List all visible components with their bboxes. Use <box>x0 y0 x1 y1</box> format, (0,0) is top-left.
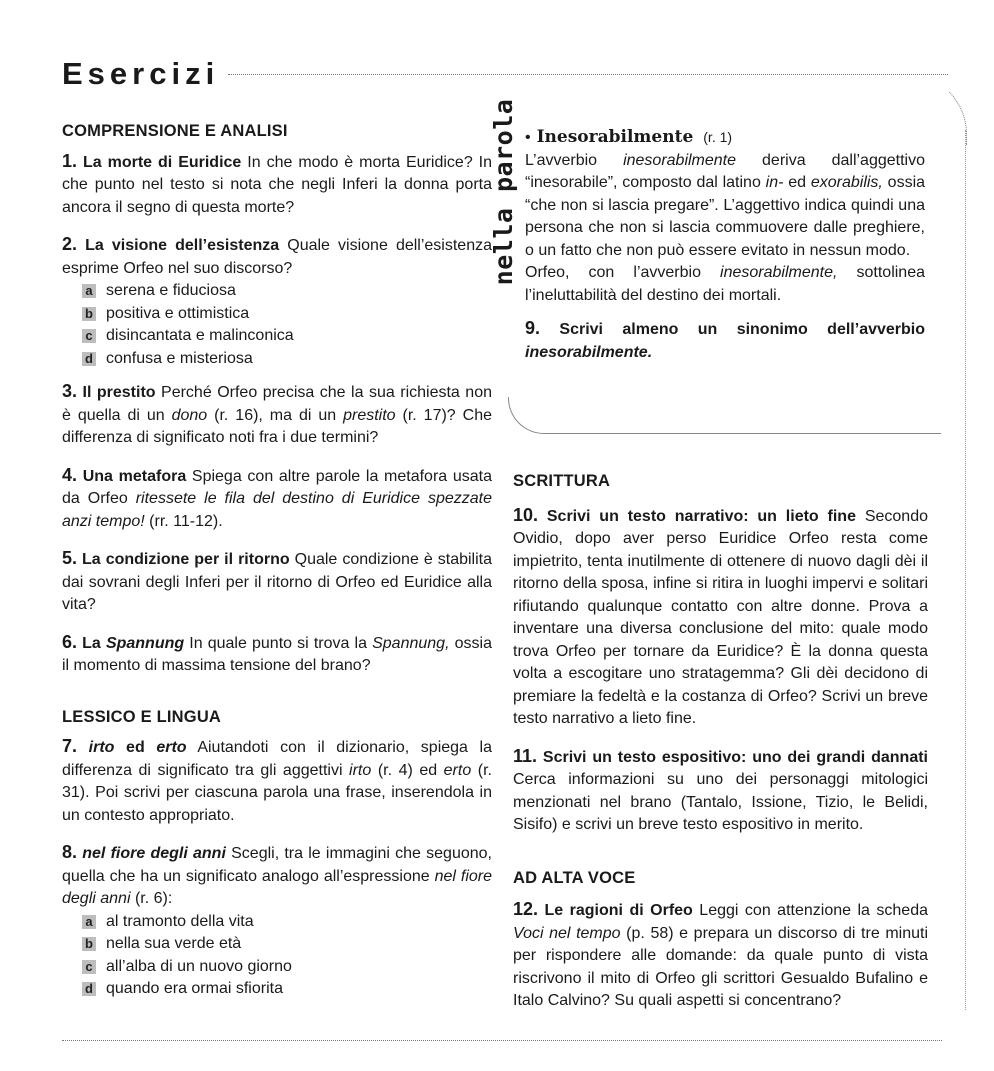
exercise-2-options <box>62 280 492 370</box>
box-term: Inesorabilmente <box>536 127 694 147</box>
option <box>62 325 492 348</box>
option-text: nella sua verde età <box>106 935 242 952</box>
option-letter: d <box>82 352 96 366</box>
exercise-text-bold-italic: inesorabilmente. <box>525 343 653 361</box>
exercise-2 <box>62 233 492 280</box>
exercise-3 <box>62 380 492 450</box>
option-letter: a <box>82 284 96 298</box>
exercise-number: 3. <box>62 381 78 401</box>
option <box>62 280 492 303</box>
option-text: confusa e misteriosa <box>106 349 253 367</box>
exercise-text: (rr. 11-12). <box>144 512 223 530</box>
exercise-number: 2. <box>62 234 78 254</box>
exercise-text: Spiega con altre parole la metafora usata da Orfeo <box>62 467 493 507</box>
exercise-number: 7. <box>62 736 78 756</box>
title-part-italic: erto <box>156 739 187 756</box>
exercise-title: Scrivi un testo espositivo: uno dei grandi dannati <box>542 748 929 766</box>
exercise-title <box>82 635 184 652</box>
exercise-5 <box>62 547 492 617</box>
exercise-6 <box>62 631 492 678</box>
exercise-text: Quale condizione è stabilita dai sovrani degli Inferi per il ritorno di Orfeo ed Euridice alla vita? <box>62 551 492 613</box>
exercise-title: La morte di Euridice <box>82 153 242 171</box>
page-title: Esercizi <box>62 56 220 91</box>
box-text: ed <box>783 174 811 191</box>
exercise-8-options <box>62 911 492 1001</box>
title-part: ed <box>114 739 157 756</box>
exercise-text-italic: Voci nel tempo <box>513 924 621 942</box>
exercise-text: (r. 17)? Che differenza di significato noti fra i due termini? <box>62 406 492 446</box>
title-part: La <box>82 634 106 652</box>
exercise-4 <box>62 464 492 534</box>
exercise-text: (p. 58) e prepara un discorso di tre minuti per rispondere alle domande: da quale punto di vista riscrivono il mito di Orfeo gli scrittori Gesualdo Bufalino e Italo Calvino? Su quali aspetti si concentrano? <box>513 924 928 1009</box>
option <box>62 956 492 979</box>
vertical-label-text: nella parola <box>488 98 518 286</box>
box-text-italic: inesorabilmente <box>623 151 737 169</box>
bottom-dotted-rule <box>62 1040 942 1041</box>
section-lessico: LESSICO E LINGUA <box>62 707 222 726</box>
exercise-text-bold: Scrivi almeno un sinonimo dell’avverbio <box>559 321 926 338</box>
word-focus-box <box>490 112 940 432</box>
exercise-number: 6. <box>62 631 78 652</box>
exercise-text: Quale visione dell’esistenza esprime Orfeo nel suo discorso? <box>62 237 492 277</box>
option-text: positiva e ottimistica <box>106 304 250 322</box>
option-text: all’alba di un nuovo giorno <box>106 957 292 975</box>
option <box>62 911 492 934</box>
exercise-text: (r. 31). Poi scrivi per ciascuna parola una frase, inserendola in un contesto appropriato. <box>62 761 492 824</box>
nella-parola-label <box>488 98 520 286</box>
box-term-line <box>525 126 925 150</box>
exercise-text-italic: ritessete le fila del destino di Euridice spezzate anzi tempo! <box>62 490 493 530</box>
box-paragraph-1 <box>525 150 925 263</box>
exercise-text-italic: dono <box>171 406 208 424</box>
exercise-text: (r. 4) ed <box>371 761 444 779</box>
exercise-11 <box>513 745 928 837</box>
title-dotted-rule <box>228 74 948 75</box>
exercise-1 <box>62 150 492 220</box>
option-letter: b <box>82 937 96 951</box>
title-part-italic: Spannung <box>105 634 185 652</box>
section-scrittura: SCRITTURA <box>513 472 611 490</box>
title-part-italic: irto <box>88 739 115 756</box>
left-column <box>62 120 492 1001</box>
exercise-text: Leggi con attenzione la scheda <box>692 902 929 919</box>
box-text: sottolinea l’ineluttabilità del destino dei mortali. <box>525 264 925 304</box>
exercise-number: 12. <box>513 899 539 919</box>
exercise-title <box>89 739 187 756</box>
exercise-text-italic: prestito <box>343 406 396 424</box>
box-border <box>508 397 941 434</box>
option <box>62 978 492 1001</box>
exercise-text: Scegli, tra le immagini che seguono, quella che ha un significato analogo all’espressione <box>62 845 492 885</box>
option-letter: d <box>82 982 96 996</box>
exercise-text: In quale punto si trova la <box>184 634 373 652</box>
exercise-title: Una metafora <box>82 467 187 485</box>
option-text: disincantata e malinconica <box>106 327 294 344</box>
exercise-title: Le ragioni di Orfeo <box>544 902 693 919</box>
exercise-number: 5. <box>62 548 78 568</box>
exercise-number: 10. <box>513 504 539 525</box>
option <box>62 303 492 326</box>
exercise-text: Perché Orfeo precisa che la sua richiesta non è quella di un <box>62 384 492 424</box>
exercise-10 <box>513 504 928 731</box>
exercise-title: Il prestito <box>82 384 156 401</box>
exercise-text: In che modo è morta Euridice? In che punto nel testo si nota che negli Inferi la donna porta ancora il segno di questa morte? <box>62 153 493 216</box>
option-letter: c <box>82 329 96 343</box>
box-text: L’avverbio <box>525 151 624 169</box>
bullet-icon: • <box>525 129 531 146</box>
exercise-number: 4. <box>62 464 78 485</box>
exercise-12 <box>513 898 928 1013</box>
exercise-text: Secondo Ovidio, dopo aver perso Euridice Orfeo resta come impietrito, tenta inutilmente di ottenere di nuovo dagli dèi il ritorno della sposa, infine si ritira in luoghi impervi e solitari rifiutando qualunque contatto con altre donne. Prova a inventare una diversa conclusione del mito: quale modo trova Orfeo per tornare da Euridice? È la donna questa volta a escogitare uno stratagemma? Gli dèi decidono di premiare la fedeltà e la costanza di Orfeo? Scrivi un breve testo narrativo a lieto fine. <box>513 507 928 727</box>
box-text-italic: exorabilis, <box>810 174 883 191</box>
exercise-text-italic: nel fiore degli anni <box>62 867 493 907</box>
option <box>62 348 492 371</box>
option-letter: c <box>82 960 96 974</box>
box-ref: (r. 1) <box>703 129 733 145</box>
exercise-text-italic: Spannung, <box>372 634 450 652</box>
exercise-title: nel fiore degli anni <box>82 845 226 862</box>
option-letter: b <box>82 307 96 321</box>
exercise-text: Cerca informazioni su uno dei personaggi mitologici menzionati nel brano (Tantalo, Issione, Tizio, le Belidi, Sisifo) e scrivi un breve testo espositivo in merito. <box>513 771 928 833</box>
exercise-text: ossia il momento di massima tensione del brano? <box>62 634 492 674</box>
exercise-title: La visione dell’esistenza <box>85 237 280 254</box>
box-content <box>525 126 925 364</box>
exercise-9 <box>525 317 925 364</box>
box-text-italic: inesorabilmente, <box>720 264 838 281</box>
option-text: quando era ormai sfiorita <box>106 980 283 997</box>
exercise-title: La condizione per il ritorno <box>82 551 290 568</box>
exercise-7 <box>62 735 492 827</box>
exercise-number: 9. <box>525 318 541 338</box>
exercise-text: (r. 16), ma di un <box>207 406 344 424</box>
section-voce: AD ALTA VOCE <box>513 868 636 887</box>
box-text: Orfeo, con l’avverbio <box>525 264 721 281</box>
exercise-text-italic: erto <box>443 761 472 779</box>
section-comprensione: COMPRENSIONE E ANALISI <box>62 122 288 140</box>
option <box>62 933 492 956</box>
box-text: deriva dall’aggettivo “inesorabile”, composto dal latino <box>525 151 925 191</box>
box-text: ossia “che non si lascia pregare”. L’aggettivo indica quindi una persona che non si lascia commuovere dalle preghiere, o un fatto che non può essere evitato in nessun modo. <box>525 174 926 259</box>
right-dotted-rule <box>965 130 966 1010</box>
option-text: al tramonto della vita <box>106 912 254 930</box>
right-column <box>513 470 928 1013</box>
exercise-number: 11. <box>513 745 538 766</box>
exercise-text: (r. 6): <box>130 890 173 907</box>
option-text: serena e fiduciosa <box>106 282 236 299</box>
option-letter: a <box>82 915 96 929</box>
exercise-title: Scrivi un testo narrativo: un lieto fine <box>546 507 856 525</box>
box-paragraph-2 <box>525 262 925 307</box>
exercise-number: 8. <box>62 842 78 862</box>
exercise-8 <box>62 841 492 911</box>
exercise-text: Aiutandoti con il dizionario, spiega la differenza di significato tra gli aggettivi <box>62 739 493 779</box>
box-text-italic: in- <box>765 174 784 191</box>
exercise-text-italic: irto <box>349 761 372 779</box>
exercise-number: 1. <box>62 150 78 171</box>
